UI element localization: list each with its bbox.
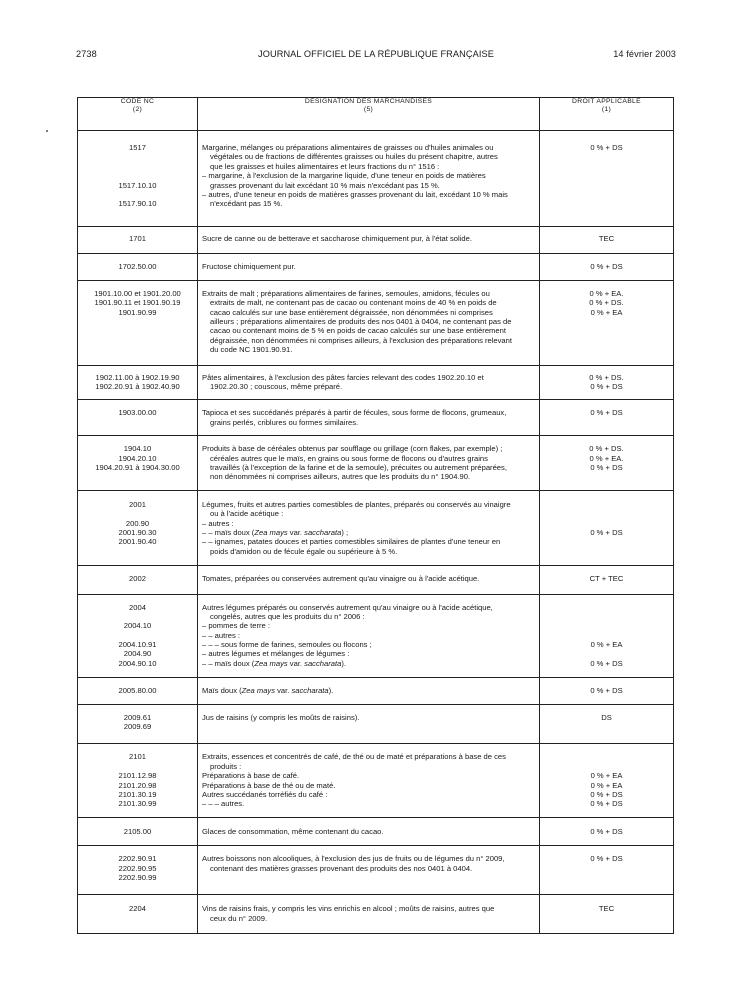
designation-line: – pommes de terre :: [202, 621, 270, 631]
designation-line: ailleurs ; préparations alimentaires de produits des nos 0401 à 0404, ne contenant pas de: [210, 317, 512, 327]
duty-cell: [540, 131, 674, 227]
designation-line: – – – sous forme de farines, semoules ou flocons ;: [202, 640, 372, 650]
nc-code: 2101.30.19: [118, 789, 157, 799]
code-cell: [78, 744, 198, 817]
nc-code: [78, 171, 197, 180]
designation-line: du code NC 1901.90.91.: [210, 345, 293, 355]
table-row: [78, 490, 674, 565]
nc-code: 2202.90.95: [118, 863, 157, 873]
duty-rate: 0 % + DS: [590, 462, 623, 472]
code-cell: [78, 280, 198, 365]
duty-rate: 0 % + DS: [590, 527, 623, 537]
nc-code: 1902.20.91 à 1902.40.90: [95, 382, 180, 392]
designation-line: Préparations à base de thé ou de maté.: [202, 780, 336, 790]
table-row: [78, 365, 674, 400]
duty-cell: [540, 566, 674, 594]
designation-line: Produits à base de céréales obtenus par soufflage ou grillage (corn flakes, par exemple) ;: [202, 444, 503, 454]
nc-code: 1903.00.00: [118, 408, 157, 418]
duty-rate: 0 % + DS: [590, 143, 623, 152]
designation-line: Préparations à base de café.: [202, 771, 300, 781]
duty-rate: [540, 603, 673, 612]
duty-rate: 0 % + EA.: [589, 453, 624, 463]
nc-code: 1517.10.10: [118, 180, 157, 190]
nc-code: 1901.90.11 et 1901.90.19: [94, 298, 181, 308]
table-row: [78, 846, 674, 895]
designation-cell: [198, 744, 540, 817]
designation-cell: [198, 490, 540, 565]
duty-rate: 0 % + DS: [590, 799, 623, 809]
designation-cell: [198, 400, 540, 436]
duty-rate: 0 % + DS.: [589, 298, 624, 308]
duty-rate: [540, 631, 673, 640]
designation-line: Légumes, fruits et autres parties comestibles de plantes, préparés ou conservés au vinaigre: [202, 499, 511, 509]
header-duty-num: (1): [601, 106, 612, 113]
designation-line: – autres légumes et mélanges de légumes :: [202, 649, 350, 659]
code-cell: [78, 253, 198, 280]
designation-cell: [198, 227, 540, 253]
page-number: 2738: [76, 49, 97, 59]
table-row: [78, 227, 674, 253]
code-cell: [78, 704, 198, 744]
table-row: [78, 817, 674, 845]
duty-rate: 0 % + DS: [590, 826, 623, 836]
nc-code: [78, 547, 197, 556]
designation-cell: [198, 280, 540, 365]
table-row: [78, 253, 674, 280]
duty-cell: [540, 817, 674, 845]
designation-line: Margarine, mélanges ou préparations alimentaires de graisses ou d'huiles animales ou: [202, 143, 494, 152]
duty-rate: [540, 547, 673, 556]
nc-code: [78, 509, 197, 518]
designation-cell: [198, 436, 540, 491]
designation-line: Tomates, préparées ou conservées autrement qu'au vinaigre ou à l'acide acétique.: [202, 574, 480, 584]
designation-cell: [198, 846, 540, 895]
duty-rate: TEC: [598, 234, 615, 244]
duty-rate: 0 % + EA.: [589, 288, 624, 298]
duty-cell: [540, 400, 674, 436]
duty-cell: [540, 280, 674, 365]
designation-line: n'excédant pas 15 %.: [210, 199, 283, 209]
duty-rate: 0 % + DS: [590, 382, 623, 392]
code-cell: [78, 566, 198, 594]
nc-code: 200.90: [125, 518, 150, 528]
designation-line: – – ignames, patates douces et parties comestibles similaires de plantes d'une teneur en: [202, 537, 501, 547]
duty-rate: 0 % + DS: [590, 789, 623, 799]
nc-code: 2001.90.40: [118, 537, 157, 547]
nc-code: 1902.11.00 à 1902.19.90: [95, 372, 180, 382]
designation-line: Autres succédanés torréfiés du café :: [202, 789, 328, 799]
designation-cell: [198, 131, 540, 227]
designation-line: Autres boissons non alcooliques, à l'exclusion des jus de fruits ou de légumes du n° 2009,: [202, 854, 505, 864]
code-cell: [78, 678, 198, 704]
designation-line: céréales autres que le maïs, en grains ou sous forme de flocons ou d'autres grains: [210, 453, 488, 463]
designation-line: ceux du n° 2009.: [210, 913, 268, 923]
designation-line: ou à l'acide acétique :: [210, 509, 284, 519]
nc-code: 2005.80.00: [118, 686, 157, 696]
nc-code: 2101.20.98: [118, 780, 157, 790]
table-row: [78, 744, 674, 817]
duty-cell: [540, 704, 674, 744]
duty-rate: 0 % + DS: [590, 408, 623, 418]
nc-code: 2101.30.99: [118, 799, 157, 809]
nc-code: 2202.90.99: [118, 872, 157, 882]
duty-cell: [540, 678, 674, 704]
code-cell: [78, 846, 198, 895]
table-header-row: [78, 98, 674, 131]
journal-title: JOURNAL OFFICIEL DE LA RÉPUBLIQUE FRANÇAISE: [258, 49, 494, 59]
code-cell: [78, 400, 198, 436]
code-cell: [78, 227, 198, 253]
nc-code: [78, 190, 197, 199]
nc-code: [78, 612, 197, 621]
nc-code: 2004.90: [123, 649, 152, 659]
table-row: [78, 131, 674, 227]
nc-code: 2009.61: [123, 712, 152, 722]
nc-code: 1904.10: [123, 444, 152, 454]
code-cell: [78, 131, 198, 227]
duty-rate: 0 % + DS: [590, 261, 623, 271]
designation-cell: [198, 253, 540, 280]
designation-line: Glaces de consommation, même contenant du cacao.: [202, 826, 384, 836]
duty-cell: [540, 490, 674, 565]
designation-cell: [198, 594, 540, 678]
designation-line: – autres, d'une teneur en poids de matières grasses provenant du lait, excédant 10 % mais: [202, 189, 508, 199]
code-cell: [78, 817, 198, 845]
nc-code: [78, 209, 197, 218]
duty-rate: [540, 649, 673, 658]
designation-line: cacao ou contenant moins de 5 % en poids de cacao calculés sur une base entièrement: [210, 326, 506, 336]
code-cell: [78, 436, 198, 491]
designation-line: – – maïs doux (Zea mays var. saccharata).: [202, 658, 346, 668]
nc-code: 2105.00: [123, 826, 152, 836]
nc-code: 1904.20.91 à 1904.30.00: [95, 462, 180, 472]
duty-rate: 0 % + DS.: [589, 444, 624, 454]
designation-line: – – maïs doux (Zea mays var. saccharata) ;: [202, 527, 349, 537]
duty-rate: [540, 752, 673, 761]
duty-rate: [540, 537, 673, 546]
table-row: [78, 400, 674, 436]
nc-code: 2004.90.10: [118, 658, 157, 668]
designation-line: dégraissée, non dénommées ni comprises ailleurs, à l'exclusion des préparations relevant: [210, 335, 512, 345]
duty-rate: 0 % + DS: [590, 658, 623, 668]
nc-code: [78, 631, 197, 640]
duty-cell: [540, 365, 674, 400]
table-row: [78, 436, 674, 491]
designation-line: grains perlés, criblures ou formes similaires.: [210, 417, 359, 427]
designation-line: non dénommées ni comprises ailleurs, autres que les produits du n° 1904.90.: [210, 472, 471, 482]
designation-cell: [198, 817, 540, 845]
duty-rate: TEC: [598, 904, 615, 914]
code-cell: [78, 594, 198, 678]
nc-code: 2101: [129, 752, 146, 762]
designation-cell: [198, 704, 540, 744]
nc-code: 2202.90.91: [118, 854, 157, 864]
duty-rate: [540, 519, 673, 528]
designation-line: Fructose chimiquement pur.: [202, 261, 296, 271]
table-row: [78, 566, 674, 594]
duty-rate: 0 % + DS.: [589, 372, 624, 382]
duty-rate: 0 % + EA: [590, 771, 623, 781]
designation-cell: [198, 678, 540, 704]
designation-line: Extraits, essences et concentrés de café, de thé ou de maté et préparations à base de ces: [202, 752, 506, 762]
designation-line: poids d'amidon ou de fécule égale ou supérieure à 5 %.: [210, 546, 398, 556]
duty-rate: 0 % + DS: [590, 854, 623, 864]
designation-cell: [198, 566, 540, 594]
header-cell-code: [78, 98, 198, 131]
designation-cell: [198, 365, 540, 400]
nc-code: [78, 762, 197, 771]
designation-line: – margarine, à l'exclusion de la margarine liquide, d'une teneur en poids de matières: [202, 171, 486, 181]
duty-rate: [540, 509, 673, 518]
designation-line: contenant des matières grasses provenant des produits des nos 0401 à 0404.: [210, 863, 473, 873]
duty-rate: 0 % + DS: [590, 686, 623, 696]
duty-rate: DS: [601, 712, 612, 722]
designation-line: Extraits de malt ; préparations alimentaires de farines, semoules, amidons, fécules ou: [202, 288, 490, 298]
duty-rate: 0 % + EA: [590, 640, 623, 650]
designation-line: que les graisses et huiles alimentaires et leurs fractions du n° 1516 :: [210, 161, 440, 171]
designation-line: Maïs doux (Zea mays var. saccharata).: [202, 686, 334, 696]
header-designation-label: DÉSIGNATION DES MARCHANDISES: [304, 98, 433, 105]
nc-code: [78, 162, 197, 171]
nc-code: 2101.12.98: [118, 771, 157, 781]
designation-line: – – – autres.: [202, 799, 245, 809]
designation-line: – – autres :: [202, 630, 240, 640]
designation-line: produits :: [210, 761, 242, 771]
table-row: [78, 280, 674, 365]
duty-cell: [540, 227, 674, 253]
nc-code: 1901.90.99: [118, 307, 157, 317]
nc-code: 1517.90.10: [118, 199, 157, 209]
nc-code: 2004: [129, 602, 146, 612]
header-cell-designation: [198, 98, 540, 131]
header-cell-duty: [540, 98, 674, 131]
nc-code: 2009.69: [123, 722, 152, 732]
nc-code: 2001.90.30: [118, 527, 157, 537]
nc-code: 2004.10.91: [118, 640, 157, 650]
nc-code: 1701: [129, 234, 146, 244]
duty-cell: [540, 846, 674, 895]
designation-line: Pâtes alimentaires, à l'exclusion des pâtes farcies relevant des codes 1902.20.10 et: [202, 372, 484, 382]
nc-code: 2004.10: [123, 621, 152, 631]
nc-code: 1702.50.00: [118, 261, 157, 271]
duty-rate: CT + TEC: [589, 574, 624, 584]
header-code-label: CODE NC: [120, 98, 155, 105]
duty-rate: 0 % + EA: [590, 307, 623, 317]
duty-cell: [540, 253, 674, 280]
tariff-table: [77, 97, 674, 934]
designation-line: Sucre de canne ou de betterave et saccharose chimiquement pur, à l'état solide.: [202, 234, 472, 244]
designation-line: travaillés (à l'exception de la farine et de la semoule), précuites ou autrement préparées,: [210, 462, 507, 472]
duty-cell: [540, 744, 674, 817]
designation-line: – autres :: [202, 518, 234, 528]
page-header: [76, 49, 676, 63]
designation-line: Jus de raisins (y compris les moûts de raisins).: [202, 712, 360, 722]
duty-cell: [540, 594, 674, 678]
nc-code: 1904.20.10: [118, 453, 157, 463]
nc-code: 1901.10.00 et 1901.20.00: [94, 288, 181, 298]
designation-line: extraits de malt, ne contenant pas de cacao ou contenant moins de 40 % en poids de: [210, 298, 497, 308]
header-duty-label: DROIT APPLICABLE: [572, 98, 641, 105]
designation-line: Vins de raisins frais, y compris les vins enrichis en alcool ; moûts de raisins, autres que: [202, 904, 495, 914]
duty-rate: [540, 762, 673, 771]
duty-cell: [540, 895, 674, 934]
duty-rate: [540, 612, 673, 621]
table-row: [78, 704, 674, 744]
nc-code: 2001: [129, 499, 146, 509]
designation-cell: [198, 895, 540, 934]
designation-line: cacao calculés sur une base entièrement dégraissée, non dénommées ni comprises: [210, 307, 493, 317]
nc-code: 1517: [129, 143, 146, 152]
table-body: [78, 131, 674, 934]
code-cell: [78, 895, 198, 934]
duty-cell: [540, 436, 674, 491]
table-row: [78, 895, 674, 934]
designation-line: grasses provenant du lait excédant 10 % mais n'excédant pas 15 %.: [210, 180, 440, 190]
duty-rate: [540, 621, 673, 630]
designation-line: végétales ou de fractions de différentes graisses ou huiles du présent chapitre, autres: [210, 152, 498, 162]
issue-date: 14 février 2003: [613, 49, 676, 59]
duty-rate: [540, 500, 673, 509]
header-code-num: (2): [132, 106, 143, 113]
designation-line: Autres légumes préparés ou conservés autrement qu'au vinaigre ou à l'acide acétique,: [202, 602, 493, 612]
nc-code: [78, 152, 197, 161]
duty-rate: 0 % + EA: [590, 780, 623, 790]
nc-code: 2002: [129, 574, 146, 584]
margin-mark: [46, 130, 48, 132]
header-designation-num: (5): [363, 106, 374, 113]
code-cell: [78, 365, 198, 400]
designation-line: congelés, autres que les produits du n° 2006 :: [210, 611, 365, 621]
designation-line: 1902.20.30 ; couscous, même préparé.: [210, 382, 343, 392]
nc-code: 2204: [129, 904, 146, 914]
code-cell: [78, 490, 198, 565]
table-row: [78, 678, 674, 704]
designation-line: Tapioca et ses succédanés préparés à partir de fécules, sous forme de flocons, grumeaux,: [202, 408, 507, 418]
table-row: [78, 594, 674, 678]
